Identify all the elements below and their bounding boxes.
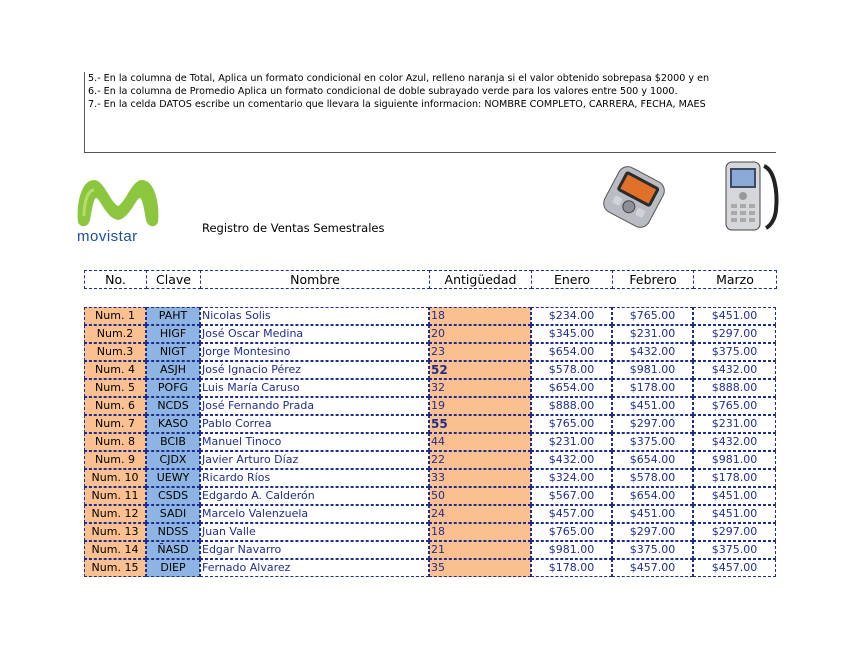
cell-enero[interactable]: $578.00 (531, 361, 612, 379)
instruction-line: 7.- En la celda DATOS escribe un comentario que llevara la siguiente informacion: NOMBRE COMPLETO, CARRERA, FECHA, MAES (88, 99, 706, 110)
cell-nombre[interactable]: Edgardo A. Calderón (200, 487, 429, 505)
header-enero: Enero (531, 270, 613, 289)
table-header (84, 270, 776, 289)
cell-clave[interactable]: HIGF (146, 325, 200, 343)
phone-image-2-icon (722, 160, 780, 232)
cell-marzo[interactable]: $231.00 (693, 415, 776, 433)
cell-marzo[interactable]: $297.00 (693, 325, 776, 343)
header-antiguedad: Antigüedad (429, 270, 532, 289)
header-febrero: Febrero (612, 270, 694, 289)
table-row (84, 559, 776, 577)
cell-no[interactable]: Num. 4 (84, 361, 146, 379)
cell-clave[interactable]: CJDX (146, 451, 200, 469)
cell-nombre[interactable]: Ricardo Ríos (200, 469, 429, 487)
cell-febrero[interactable]: $765.00 (612, 307, 693, 325)
cell-marzo[interactable]: $375.00 (693, 541, 776, 559)
cell-nombre[interactable]: Luis María Caruso (200, 379, 429, 397)
cell-no[interactable]: Num. 11 (84, 487, 146, 505)
cell-febrero[interactable]: $297.00 (612, 415, 693, 433)
table-row (84, 343, 776, 361)
cell-marzo[interactable]: $178.00 (693, 469, 776, 487)
cell-febrero[interactable]: $451.00 (612, 397, 693, 415)
cell-marzo[interactable]: $981.00 (693, 451, 776, 469)
cell-marzo[interactable]: $297.00 (693, 523, 776, 541)
cell-antiguedad[interactable]: 55 (429, 415, 531, 433)
cell-enero[interactable]: $324.00 (531, 469, 612, 487)
header-clave: Clave (146, 270, 201, 289)
cell-febrero[interactable]: $231.00 (612, 325, 693, 343)
cell-marzo[interactable]: $457.00 (693, 559, 776, 577)
table-row (84, 469, 776, 487)
cell-marzo[interactable]: $765.00 (693, 397, 776, 415)
cell-marzo[interactable]: $375.00 (693, 343, 776, 361)
cell-antiguedad[interactable]: 23 (429, 343, 531, 361)
cell-no[interactable]: Num. 8 (84, 433, 146, 451)
table-row (84, 433, 776, 451)
table-row (84, 415, 776, 433)
cell-nombre[interactable]: Edgar Navarro (200, 541, 429, 559)
cell-enero[interactable]: $567.00 (531, 487, 612, 505)
cell-enero[interactable]: $888.00 (531, 397, 612, 415)
phone-image-1-icon (593, 166, 675, 228)
cell-antiguedad[interactable]: 18 (429, 307, 531, 325)
cell-no[interactable]: Num.2 (84, 325, 146, 343)
cell-no[interactable]: Num. 15 (84, 559, 146, 577)
cell-nombre[interactable]: José Fernando Prada (200, 397, 429, 415)
cell-nombre[interactable]: Pablo Correa (200, 415, 429, 433)
cell-marzo[interactable]: $451.00 (693, 487, 776, 505)
logo-text: movistar (77, 228, 138, 245)
cell-no[interactable]: Num. 6 (84, 397, 146, 415)
cell-clave[interactable]: BCIB (146, 433, 200, 451)
table-row (84, 505, 776, 523)
header-marzo: Marzo (693, 270, 777, 289)
cell-clave[interactable]: ASJH (146, 361, 200, 379)
cell-febrero[interactable]: $654.00 (612, 487, 693, 505)
cell-antiguedad[interactable]: 32 (429, 379, 531, 397)
cell-febrero[interactable]: $297.00 (612, 523, 693, 541)
cell-clave[interactable]: DIEP (146, 559, 200, 577)
cell-nombre[interactable]: Javier Arturo Díaz (200, 451, 429, 469)
cell-febrero[interactable]: $178.00 (612, 379, 693, 397)
cell-no[interactable]: Num. 9 (84, 451, 146, 469)
instruction-line: 5.- En la columna de Total, Aplica un formato condicional en color Azul, relleno naranja si el valor obtenido sobrepasa $2000 y en (88, 73, 710, 84)
cell-nombre[interactable]: José Oscar Medina (200, 325, 429, 343)
cell-no[interactable]: Num. 13 (84, 523, 146, 541)
cell-febrero[interactable]: $654.00 (612, 451, 693, 469)
cell-nombre[interactable]: Jorge Montesino (200, 343, 429, 361)
cell-no[interactable]: Num. 7 (84, 415, 146, 433)
cell-no[interactable]: Num. 12 (84, 505, 146, 523)
cell-antiguedad[interactable]: 35 (429, 559, 531, 577)
cell-enero[interactable]: $457.00 (531, 505, 612, 523)
cell-antiguedad[interactable]: 22 (429, 451, 531, 469)
cell-antiguedad[interactable]: 33 (429, 469, 531, 487)
cell-clave[interactable]: CSDS (146, 487, 200, 505)
header-nombre: Nombre (200, 270, 430, 289)
cell-febrero[interactable]: $375.00 (612, 541, 693, 559)
cell-marzo[interactable]: $451.00 (693, 307, 776, 325)
table-row (84, 361, 776, 379)
cell-marzo[interactable]: $432.00 (693, 433, 776, 451)
cell-enero[interactable]: $345.00 (531, 325, 612, 343)
cell-nombre[interactable]: Marcelo Valenzuela (200, 505, 429, 523)
page-title: Registro de Ventas Semestrales (202, 221, 385, 235)
cell-enero[interactable]: $432.00 (531, 451, 612, 469)
cell-clave[interactable]: SADI (146, 505, 200, 523)
cell-enero[interactable]: $178.00 (531, 559, 612, 577)
cell-enero[interactable]: $765.00 (531, 523, 612, 541)
cell-antiguedad[interactable]: 50 (429, 487, 531, 505)
cell-febrero[interactable]: $375.00 (612, 433, 693, 451)
instruction-line: 6.- En la columna de Promedio Aplica un formato condicional de doble subrayado verde para los valores entre 500 y 1000. (88, 86, 678, 97)
cell-febrero[interactable]: $457.00 (612, 559, 693, 577)
cell-no[interactable]: Num. 10 (84, 469, 146, 487)
cell-enero[interactable]: $234.00 (531, 307, 612, 325)
table-row (84, 379, 776, 397)
cell-antiguedad[interactable]: 19 (429, 397, 531, 415)
table-row (84, 397, 776, 415)
cell-clave[interactable]: ÑASD (146, 541, 200, 559)
cell-no[interactable]: Num. 14 (84, 541, 146, 559)
cell-enero[interactable]: $765.00 (531, 415, 612, 433)
cell-clave[interactable]: UEWY (146, 469, 200, 487)
cell-nombre[interactable]: Nicolas Solis (200, 307, 429, 325)
cell-clave[interactable]: POFG (146, 379, 200, 397)
table-row (84, 325, 776, 343)
instructions-box (84, 72, 776, 153)
cell-marzo[interactable]: $432.00 (693, 361, 776, 379)
table-row (84, 523, 776, 541)
cell-antiguedad[interactable]: 52 (429, 361, 531, 379)
cell-nombre[interactable]: Juan Valle (200, 523, 429, 541)
table-row (84, 307, 776, 325)
cell-enero[interactable]: $654.00 (531, 379, 612, 397)
header-no: No. (84, 270, 147, 289)
cell-antiguedad[interactable]: 21 (429, 541, 531, 559)
cell-clave[interactable]: NCDS (146, 397, 200, 415)
cell-clave[interactable]: KASO (146, 415, 200, 433)
cell-clave[interactable]: NDSS (146, 523, 200, 541)
cell-marzo[interactable]: $451.00 (693, 505, 776, 523)
cell-clave[interactable]: NIGT (146, 343, 200, 361)
cell-nombre[interactable]: José Ignacio Pérez (200, 361, 429, 379)
cell-febrero[interactable]: $451.00 (612, 505, 693, 523)
cell-nombre[interactable]: Manuel Tinoco (200, 433, 429, 451)
cell-marzo[interactable]: $888.00 (693, 379, 776, 397)
cell-enero[interactable]: $981.00 (531, 541, 612, 559)
cell-no[interactable]: Num. 5 (84, 379, 146, 397)
cell-antiguedad[interactable]: 44 (429, 433, 531, 451)
cell-febrero[interactable]: $578.00 (612, 469, 693, 487)
table-row (84, 487, 776, 505)
cell-enero[interactable]: $654.00 (531, 343, 612, 361)
cell-febrero[interactable]: $432.00 (612, 343, 693, 361)
cell-no[interactable]: Num.3 (84, 343, 146, 361)
table-row (84, 541, 776, 559)
cell-antiguedad[interactable]: 18 (429, 523, 531, 541)
cell-antiguedad[interactable]: 20 (429, 325, 531, 343)
cell-enero[interactable]: $231.00 (531, 433, 612, 451)
cell-no[interactable]: Num. 1 (84, 307, 146, 325)
cell-febrero[interactable]: $981.00 (612, 361, 693, 379)
cell-antiguedad[interactable]: 24 (429, 505, 531, 523)
cell-nombre[interactable]: Fernado Alvarez (200, 559, 429, 577)
table-row (84, 451, 776, 469)
cell-clave[interactable]: PAHT (146, 307, 200, 325)
